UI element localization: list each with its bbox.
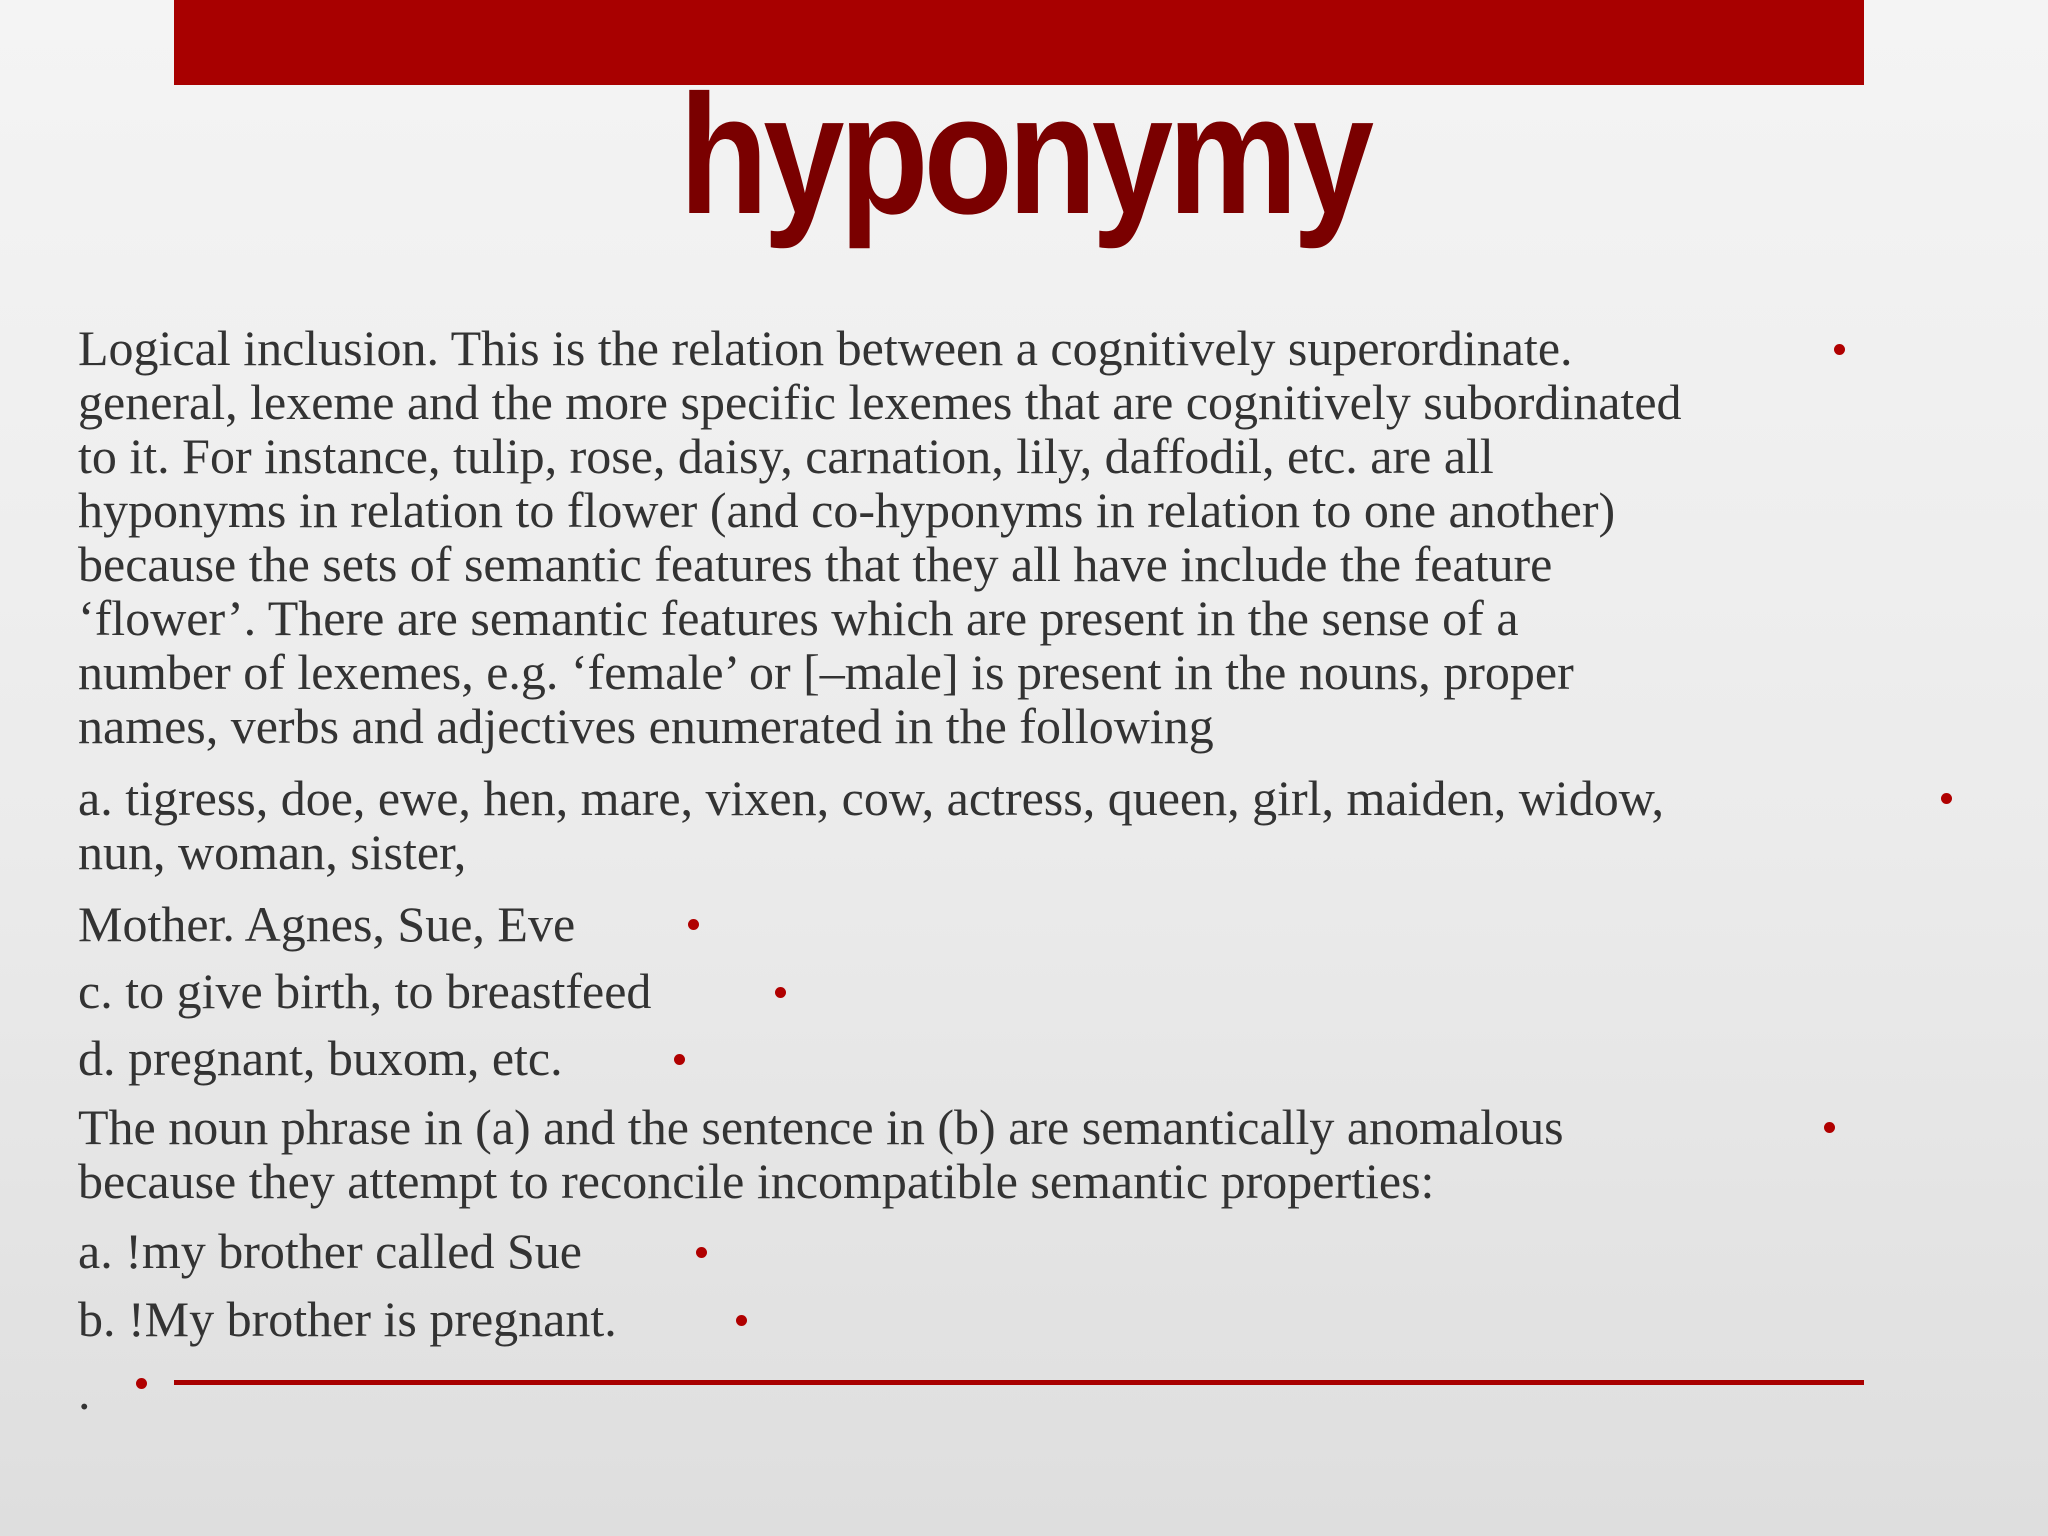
text-line: number of lexemes, e.g. ‘female’ or [–male] is present in the nouns, proper <box>78 644 1574 700</box>
text-line: b. !My brother is pregnant. <box>78 1291 617 1347</box>
paragraph-trailing-dot <box>78 1365 91 1419</box>
bullet-icon <box>688 919 699 930</box>
bottom-accent-rule <box>174 1380 1864 1385</box>
paragraph-example-a <box>78 1224 582 1278</box>
text-line: ‘flower’. There are semantic features which are present in the sense of a <box>78 590 1519 646</box>
bullet-icon <box>696 1247 707 1258</box>
paragraph-adjectives <box>78 1031 563 1085</box>
bullet-icon <box>736 1315 747 1326</box>
bullet-icon <box>1941 793 1952 804</box>
text-line: names, verbs and adjectives enumerated in the following <box>78 698 1214 754</box>
text-line: a. !my brother called Sue <box>78 1223 582 1279</box>
paragraph-proper-names <box>78 897 575 951</box>
text-line: Logical inclusion. This is the relation between a cognitively superordinate. <box>78 320 1573 376</box>
text-line: to it. For instance, tulip, rose, daisy, carnation, lily, daffodil, etc. are all <box>78 428 1494 484</box>
paragraph-anomalous <box>78 1100 1564 1208</box>
text-line: general, lexeme and the more specific lexemes that are cognitively subordinated <box>78 374 1682 430</box>
paragraph-female-nouns <box>78 771 1664 879</box>
bullet-icon <box>775 987 786 998</box>
bullet-icon <box>136 1378 147 1389</box>
bullet-icon <box>674 1054 685 1065</box>
text-line: . <box>78 1364 91 1420</box>
bullet-icon <box>1834 344 1845 355</box>
text-line: because the sets of semantic features that they all have include the feature <box>78 536 1553 592</box>
paragraph-verbs <box>78 964 651 1018</box>
text-line: hyponyms in relation to flower (and co-hyponyms in relation to one another) <box>78 482 1616 538</box>
paragraph-example-b <box>78 1292 617 1346</box>
text-line: because they attempt to reconcile incompatible semantic properties: <box>78 1153 1435 1209</box>
paragraph-logical-inclusion <box>78 321 1682 753</box>
text-line: The noun phrase in (a) and the sentence in (b) are semantically anomalous <box>78 1099 1564 1155</box>
text-line: Mother. Agnes, Sue, Eve <box>78 896 576 952</box>
text-line: a. tigress, doe, ewe, hen, mare, vixen, cow, actress, queen, girl, maiden, widow, <box>78 770 1665 826</box>
slide-title: hyponymy <box>679 60 1369 250</box>
text-line: nun, woman, sister, <box>78 824 467 880</box>
bullet-icon <box>1824 1122 1835 1133</box>
text-line: d. pregnant, buxom, etc. <box>78 1030 563 1086</box>
text-line: c. to give birth, to breastfeed <box>78 963 652 1019</box>
